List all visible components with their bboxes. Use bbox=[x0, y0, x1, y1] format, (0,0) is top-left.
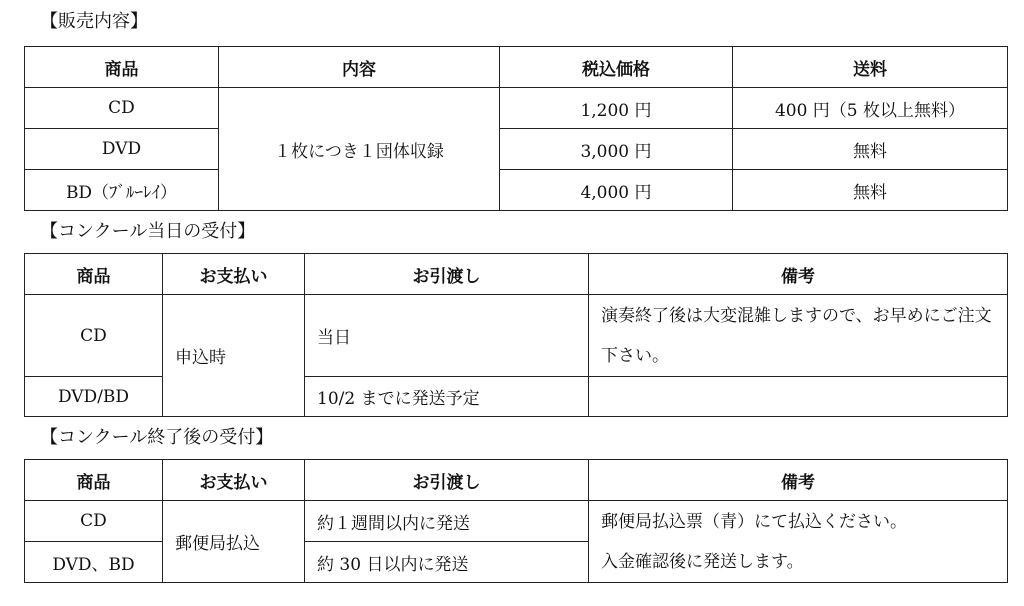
content-cell: １枚につき１団体収録 bbox=[219, 88, 500, 211]
header-remarks: 備考 bbox=[589, 460, 1008, 501]
header-product: 商品 bbox=[25, 254, 163, 295]
table-row bbox=[25, 501, 1008, 542]
price-cell: 3,000 円 bbox=[500, 129, 733, 170]
section-title-day-of: 【コンクール当日の受付】 bbox=[40, 221, 256, 242]
day-of-table bbox=[24, 253, 1008, 417]
payment-cell: 申込時 bbox=[163, 295, 305, 417]
section-title-after: 【コンクール終了後の受付】 bbox=[40, 427, 274, 448]
table-row bbox=[25, 170, 1008, 211]
header-product: 商品 bbox=[25, 47, 219, 88]
remarks-cell: 演奏終了後は大変混雑しますので、お早めにご注文下さい。 bbox=[589, 295, 1008, 377]
product-cell: CD bbox=[25, 501, 163, 542]
shipping-cell: 400 円（5 枚以上無料） bbox=[733, 88, 1008, 129]
header-delivery: お引渡し bbox=[305, 254, 589, 295]
price-cell: 1,200 円 bbox=[500, 88, 733, 129]
table-row bbox=[25, 295, 1008, 377]
product-cell: DVD、BD bbox=[25, 542, 163, 583]
shipping-cell: 無料 bbox=[733, 129, 1008, 170]
header-delivery: お引渡し bbox=[305, 460, 589, 501]
header-payment: お支払い bbox=[163, 460, 305, 501]
delivery-cell: 約１週間以内に発送 bbox=[305, 501, 589, 542]
delivery-cell: 約 30 日以内に発送 bbox=[305, 542, 589, 583]
header-price: 税込価格 bbox=[500, 47, 733, 88]
header-remarks: 備考 bbox=[589, 254, 1008, 295]
payment-cell: 郵便局払込 bbox=[163, 501, 305, 583]
header-content: 内容 bbox=[219, 47, 500, 88]
remarks-cell bbox=[589, 501, 1008, 583]
product-cell: DVD/BD bbox=[25, 377, 163, 417]
section-title-sales: 【販売内容】 bbox=[40, 11, 148, 32]
delivery-cell: 当日 bbox=[305, 295, 589, 377]
product-cell: BD（ﾌﾞﾙｰﾚｲ） bbox=[25, 170, 219, 211]
header-product: 商品 bbox=[25, 460, 163, 501]
after-table bbox=[24, 459, 1008, 583]
product-cell: DVD bbox=[25, 129, 219, 170]
header-payment: お支払い bbox=[163, 254, 305, 295]
product-cell: CD bbox=[25, 88, 219, 129]
product-cell: CD bbox=[25, 295, 163, 377]
header-shipping: 送料 bbox=[733, 47, 1008, 88]
remarks-line: 郵便局払込票（青）にて払込ください。 bbox=[601, 511, 907, 532]
table-row bbox=[25, 129, 1008, 170]
price-cell: 4,000 円 bbox=[500, 170, 733, 211]
remarks-line: 入金確認後に発送します。 bbox=[601, 551, 804, 572]
sales-table bbox=[24, 46, 1008, 211]
delivery-cell: 10/2 までに発送予定 bbox=[305, 377, 589, 417]
remarks-empty-cell bbox=[589, 377, 1008, 417]
shipping-cell: 無料 bbox=[733, 170, 1008, 211]
table-row bbox=[25, 88, 1008, 129]
